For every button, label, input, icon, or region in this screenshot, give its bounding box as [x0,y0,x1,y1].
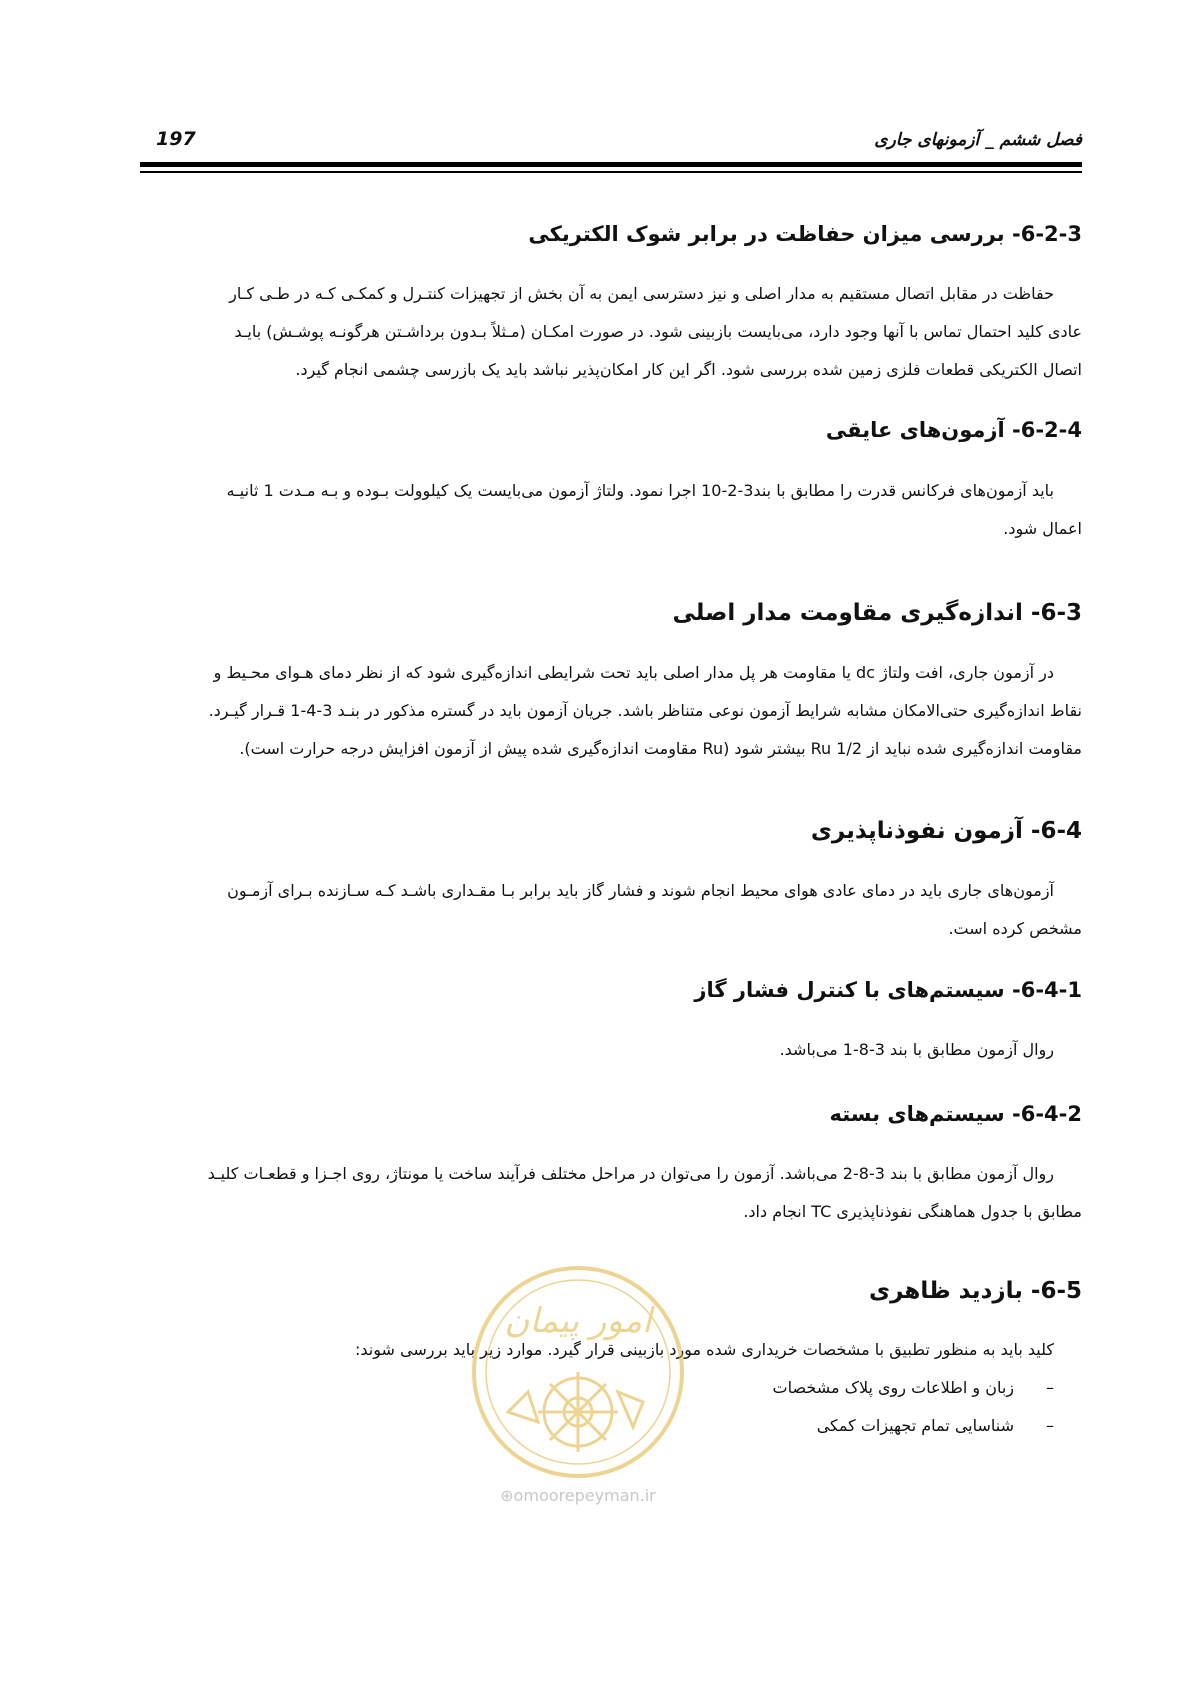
heading-6-4: 6-4- آزمون نفوذناپذیری [810,818,1082,844]
heading-6-4-2: 6-4-2- سیستم‌های بسته [829,1102,1082,1126]
header-rule-thin [140,171,1082,173]
paragraph-line: عادی کلید احتمال تماس با آنها وجود دارد، می‌بایست بازبینی شود. در صورت امکـان (مـثلاً بـدون برداشـتن هرگونـه پوشـش) بایـد [234,322,1082,341]
watermark-site [468,1486,688,1505]
heading-6-3: 6-3- اندازه‌گیری مقاومت مدار اصلی [672,600,1082,626]
paragraph-line: اعمال شود. [1003,519,1082,538]
watermark-logo [468,1262,688,1512]
globe-icon: ⊕ [500,1486,514,1505]
paragraph-line: کلید باید به منظور تطبیق با مشخصات خریداری شده مورد بازبینی قرار گیرد. موارد زیر باید بررسی شوند: [355,1340,1054,1359]
list-item-text: زبان و اطلاعات روی پلاک مشخصات [772,1378,1014,1397]
heading-6-4-1: 6-4-1- سیستم‌های با کنترل فشار گاز [694,978,1082,1002]
paragraph-6-2-3 [140,275,1082,389]
header-rule-thick [140,162,1082,167]
page-number: 197 [156,128,196,150]
list-item-text: شناسایی تمام تجهیزات کمکی [816,1416,1014,1435]
dash-bullet-icon: – [1046,1378,1054,1397]
heading-6-5: 6-5- بازدید ظاهری [869,1278,1082,1304]
paragraph-line: مقاومت اندازه‌گیری شده نباید از 1/2 Ru بیشتر شود (Ru مقاومت اندازه‌گیری شده پیش از آزمون افزایش درجه حرارت است). [239,739,1082,758]
paragraph-line: آزمون‌های جاری باید در دمای عادی هوای محیط انجام شوند و فشار گاز باید برابر بـا مقـداری باشـد کـه سـازنده بـرای آزمـون [227,881,1054,900]
dash-bullet-icon: – [1046,1416,1054,1435]
paragraph-6-3 [140,654,1082,768]
heading-6-2-4: 6-2-4- آزمون‌های عایقی [825,418,1082,442]
watermark-seal-icon [468,1262,688,1482]
paragraph-6-4-2 [140,1155,1082,1231]
paragraph-line: باید آزمون‌های فرکانس قدرت را مطابق با بند3-2-10 اجرا نمود. ولتاژ آزمون می‌بایست یک کیلوولت بـوده و بـه مـدت 1 ثانیـه [226,481,1054,500]
paragraph-6-4-1 [140,1031,1082,1069]
watermark-site-text: omoorepeyman.ir [513,1486,656,1505]
paragraph-line: مشخص کرده است. [948,919,1082,938]
paragraph-line: در آزمون جاری، افت ولتاژ dc یا مقاومت هر پل مدار اصلی باید تحت شرایطی اندازه‌گیری شود که از نظر دمای هـوای محـیط و [213,663,1054,682]
paragraph-line: روال آزمون مطابق با بند 3-8-1 می‌باشد. [779,1040,1054,1059]
paragraph-6-4 [140,872,1082,948]
paragraph-line: حفاظت در مقابل اتصال مستقیم به مدار اصلی و نیز دسترسی ایمن به آن بخش از تجهیزات کنتـرل و کمکـی کـه در طـی کـار [229,284,1054,303]
paragraph-line: روال آزمون مطابق با بند 3-8-2 می‌باشد. آزمون را می‌توان در مراحل مختلف فرآیند ساخت یا مونتاژ، روی اجـزا و قطعـات کلیـد [207,1164,1054,1183]
watermark-logo-text: امور پیمان [504,1301,652,1341]
paragraph-6-2-4 [140,472,1082,548]
paragraph-line: نقاط اندازه‌گیری حتی‌الامکان مشابه شرایط آزمون نوعی متناظر باشد. جریان آزمون باید در گستره مذکور در بنـد 3-4-1 قـرار گیـرد. [208,701,1082,720]
paragraph-line: مطابق با جدول هماهنگی نفوذناپذیری TC انجام داد. [743,1202,1082,1221]
paragraph-line: اتصال الکتریکی قطعات فلزی زمین شده بررسی شود. اگر این کار امکان‌پذیر نباشد باید یک بازرسی چشمی انجام گیرد. [295,360,1082,379]
heading-6-2-3: 6-2-3- بررسی میزان حفاظت در برابر شوک الکتریکی [528,222,1082,246]
chapter-title: فصل ششم _ آزمونهای جاری [874,130,1082,150]
page-header [140,122,1082,182]
